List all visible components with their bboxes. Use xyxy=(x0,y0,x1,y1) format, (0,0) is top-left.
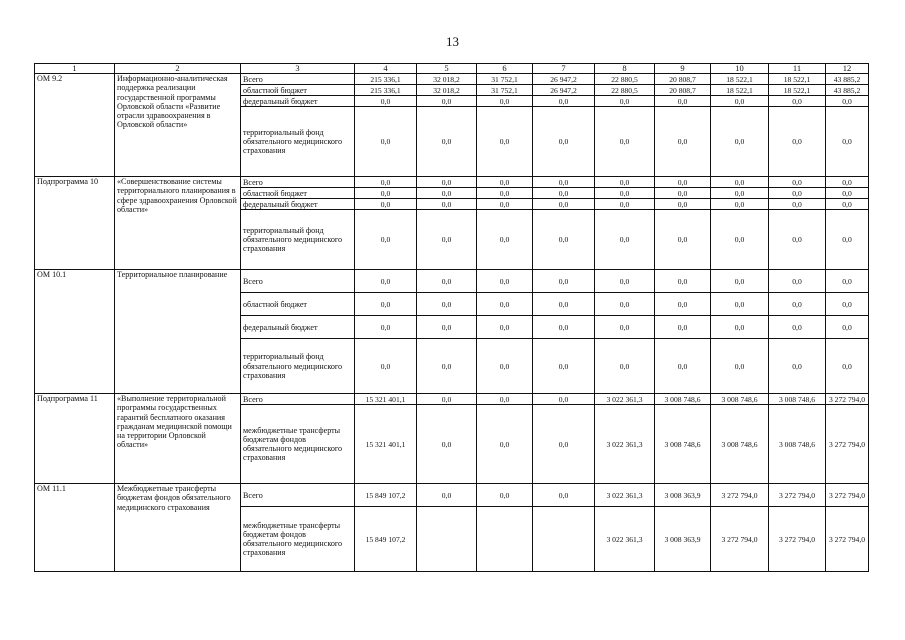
program-name: Межбюджетные трансферты бюджетам фондов обязательного медицинского страхования xyxy=(115,484,241,572)
amount-cell: 31 752,1 xyxy=(477,74,533,85)
amount-cell: 0,0 xyxy=(826,107,869,177)
table-row xyxy=(35,270,869,293)
amount-cell: 0,0 xyxy=(595,188,655,199)
column-number: 1 xyxy=(35,64,115,74)
amount-cell: 26 947,2 xyxy=(533,85,595,96)
amount-cell xyxy=(533,507,595,572)
table-row xyxy=(35,484,869,507)
amount-cell: 0,0 xyxy=(417,339,477,394)
amount-cell: 0,0 xyxy=(417,484,477,507)
amount-cell: 0,0 xyxy=(477,199,533,210)
amount-cell: 3 008 363,9 xyxy=(655,507,711,572)
amount-cell: 0,0 xyxy=(417,107,477,177)
funding-source: территориальный фонд обязательного медицинского страхования xyxy=(241,339,355,394)
amount-cell: 3 272 794,0 xyxy=(769,484,826,507)
funding-source: федеральный бюджет xyxy=(241,96,355,107)
amount-cell: 18 522,1 xyxy=(711,85,769,96)
amount-cell: 0,0 xyxy=(417,270,477,293)
amount-cell: 0,0 xyxy=(533,394,595,405)
amount-cell: 0,0 xyxy=(477,96,533,107)
amount-cell: 3 272 794,0 xyxy=(826,484,869,507)
amount-cell: 0,0 xyxy=(417,188,477,199)
amount-cell: 0,0 xyxy=(826,199,869,210)
amount-cell: 0,0 xyxy=(655,210,711,270)
amount-cell: 0,0 xyxy=(417,96,477,107)
funding-source: Всего xyxy=(241,74,355,85)
funding-source: областной бюджет xyxy=(241,188,355,199)
amount-cell: 0,0 xyxy=(711,316,769,339)
amount-cell: 0,0 xyxy=(533,177,595,188)
amount-cell: 0,0 xyxy=(769,293,826,316)
amount-cell: 3 008 748,6 xyxy=(769,394,826,405)
amount-cell: 3 008 748,6 xyxy=(769,405,826,484)
amount-cell: 3 008 363,9 xyxy=(655,484,711,507)
amount-cell: 3 272 794,0 xyxy=(769,507,826,572)
amount-cell: 3 008 748,6 xyxy=(655,394,711,405)
amount-cell: 0,0 xyxy=(533,270,595,293)
amount-cell: 18 522,1 xyxy=(769,74,826,85)
amount-cell: 0,0 xyxy=(769,177,826,188)
amount-cell: 0,0 xyxy=(826,339,869,394)
funding-source: Всего xyxy=(241,270,355,293)
amount-cell: 0,0 xyxy=(711,270,769,293)
funding-source: областной бюджет xyxy=(241,85,355,96)
amount-cell: 22 880,5 xyxy=(595,74,655,85)
amount-cell: 0,0 xyxy=(355,210,417,270)
column-number: 7 xyxy=(533,64,595,74)
amount-cell: 0,0 xyxy=(711,199,769,210)
amount-cell: 0,0 xyxy=(769,339,826,394)
amount-cell: 0,0 xyxy=(655,316,711,339)
amount-cell: 0,0 xyxy=(826,270,869,293)
amount-cell: 0,0 xyxy=(533,293,595,316)
amount-cell: 0,0 xyxy=(711,188,769,199)
amount-cell: 0,0 xyxy=(355,316,417,339)
amount-cell: 0,0 xyxy=(417,394,477,405)
amount-cell: 0,0 xyxy=(477,107,533,177)
amount-cell: 0,0 xyxy=(355,293,417,316)
funding-source: территориальный фонд обязательного медицинского страхования xyxy=(241,210,355,270)
amount-cell: 0,0 xyxy=(711,107,769,177)
column-number: 12 xyxy=(826,64,869,74)
amount-cell: 0,0 xyxy=(595,177,655,188)
column-number: 9 xyxy=(655,64,711,74)
amount-cell: 0,0 xyxy=(417,293,477,316)
amount-cell: 31 752,1 xyxy=(477,85,533,96)
amount-cell: 0,0 xyxy=(595,210,655,270)
amount-cell: 3 022 361,3 xyxy=(595,394,655,405)
funding-source: федеральный бюджет xyxy=(241,316,355,339)
amount-cell: 0,0 xyxy=(655,177,711,188)
amount-cell: 0,0 xyxy=(655,270,711,293)
amount-cell: 0,0 xyxy=(533,484,595,507)
table-row xyxy=(35,177,869,188)
program-code: ОМ 9.2 xyxy=(35,74,115,177)
program-code: Подпрограмма 11 xyxy=(35,394,115,484)
amount-cell: 0,0 xyxy=(826,293,869,316)
amount-cell: 0,0 xyxy=(711,210,769,270)
amount-cell: 0,0 xyxy=(477,405,533,484)
amount-cell: 32 018,2 xyxy=(417,85,477,96)
funding-source: территориальный фонд обязательного медицинского страхования xyxy=(241,107,355,177)
amount-cell: 0,0 xyxy=(533,199,595,210)
amount-cell: 0,0 xyxy=(655,188,711,199)
amount-cell: 0,0 xyxy=(417,199,477,210)
amount-cell: 3 272 794,0 xyxy=(826,507,869,572)
amount-cell: 0,0 xyxy=(595,339,655,394)
amount-cell: 22 880,5 xyxy=(595,85,655,96)
funding-source: федеральный бюджет xyxy=(241,199,355,210)
program-code: Подпрограмма 10 xyxy=(35,177,115,270)
amount-cell: 0,0 xyxy=(355,107,417,177)
amount-cell: 3 272 794,0 xyxy=(826,405,869,484)
amount-cell: 20 808,7 xyxy=(655,85,711,96)
amount-cell: 32 018,2 xyxy=(417,74,477,85)
amount-cell: 15 849 107,2 xyxy=(355,507,417,572)
amount-cell: 0,0 xyxy=(826,210,869,270)
amount-cell: 0,0 xyxy=(769,96,826,107)
amount-cell: 0,0 xyxy=(595,107,655,177)
amount-cell: 20 808,7 xyxy=(655,74,711,85)
amount-cell: 3 272 794,0 xyxy=(826,394,869,405)
funding-source: Всего xyxy=(241,394,355,405)
amount-cell: 0,0 xyxy=(711,177,769,188)
amount-cell: 0,0 xyxy=(417,177,477,188)
amount-cell: 0,0 xyxy=(711,339,769,394)
amount-cell: 0,0 xyxy=(477,316,533,339)
amount-cell: 0,0 xyxy=(417,210,477,270)
amount-cell: 0,0 xyxy=(477,210,533,270)
amount-cell: 3 022 361,3 xyxy=(595,507,655,572)
amount-cell: 0,0 xyxy=(477,270,533,293)
funding-source: Всего xyxy=(241,484,355,507)
amount-cell: 0,0 xyxy=(769,188,826,199)
amount-cell: 0,0 xyxy=(826,316,869,339)
amount-cell: 0,0 xyxy=(417,316,477,339)
program-code: ОМ 10.1 xyxy=(35,270,115,394)
amount-cell: 0,0 xyxy=(477,339,533,394)
amount-cell: 3 008 748,6 xyxy=(655,405,711,484)
amount-cell: 0,0 xyxy=(355,96,417,107)
amount-cell: 0,0 xyxy=(769,107,826,177)
amount-cell: 0,0 xyxy=(595,293,655,316)
amount-cell: 3 022 361,3 xyxy=(595,405,655,484)
amount-cell xyxy=(477,507,533,572)
amount-cell: 0,0 xyxy=(355,339,417,394)
amount-cell: 215 336,1 xyxy=(355,85,417,96)
amount-cell: 0,0 xyxy=(769,316,826,339)
amount-cell: 0,0 xyxy=(355,188,417,199)
amount-cell: 0,0 xyxy=(533,316,595,339)
amount-cell: 3 022 361,3 xyxy=(595,484,655,507)
table-row xyxy=(35,74,869,85)
amount-cell: 0,0 xyxy=(417,405,477,484)
program-code: ОМ 11.1 xyxy=(35,484,115,572)
amount-cell: 0,0 xyxy=(533,339,595,394)
amount-cell: 0,0 xyxy=(655,107,711,177)
table-row xyxy=(35,394,869,405)
amount-cell: 0,0 xyxy=(533,405,595,484)
amount-cell: 43 885,2 xyxy=(826,74,869,85)
amount-cell: 0,0 xyxy=(355,199,417,210)
funding-source: Всего xyxy=(241,177,355,188)
column-number: 8 xyxy=(595,64,655,74)
amount-cell: 0,0 xyxy=(477,394,533,405)
amount-cell: 0,0 xyxy=(655,96,711,107)
amount-cell: 0,0 xyxy=(477,177,533,188)
amount-cell: 0,0 xyxy=(769,199,826,210)
amount-cell: 3 008 748,6 xyxy=(711,405,769,484)
amount-cell: 0,0 xyxy=(769,210,826,270)
amount-cell: 0,0 xyxy=(595,270,655,293)
funding-source: межбюджетные трансферты бюджетам фондов обязательного медицинского страхования xyxy=(241,405,355,484)
page-number: 13 xyxy=(446,34,459,49)
amount-cell: 0,0 xyxy=(355,270,417,293)
amount-cell: 0,0 xyxy=(769,270,826,293)
amount-cell: 15 321 401,1 xyxy=(355,405,417,484)
budget-table-body xyxy=(35,64,869,572)
column-number: 11 xyxy=(769,64,826,74)
funding-source: областной бюджет xyxy=(241,293,355,316)
column-number: 2 xyxy=(115,64,241,74)
amount-cell: 18 522,1 xyxy=(711,74,769,85)
amount-cell: 0,0 xyxy=(477,293,533,316)
program-name: Территориальное планирование xyxy=(115,270,241,394)
amount-cell: 0,0 xyxy=(533,210,595,270)
amount-cell: 0,0 xyxy=(655,199,711,210)
column-number: 5 xyxy=(417,64,477,74)
budget-table xyxy=(34,63,869,572)
column-number: 6 xyxy=(477,64,533,74)
amount-cell: 3 272 794,0 xyxy=(711,484,769,507)
amount-cell: 0,0 xyxy=(533,96,595,107)
amount-cell: 0,0 xyxy=(595,316,655,339)
amount-cell: 18 522,1 xyxy=(769,85,826,96)
amount-cell: 0,0 xyxy=(595,199,655,210)
amount-cell: 43 885,2 xyxy=(826,85,869,96)
amount-cell: 0,0 xyxy=(595,96,655,107)
column-number-row xyxy=(35,64,869,74)
amount-cell: 0,0 xyxy=(655,293,711,316)
amount-cell: 3 272 794,0 xyxy=(711,507,769,572)
amount-cell: 0,0 xyxy=(826,188,869,199)
amount-cell: 0,0 xyxy=(826,96,869,107)
amount-cell: 0,0 xyxy=(826,177,869,188)
program-name: «Выполнение территориальной программы государственных гарантий бесплатного оказания гражданам медицинской помощи на территории Орловской области» xyxy=(115,394,241,484)
amount-cell: 15 849 107,2 xyxy=(355,484,417,507)
amount-cell: 0,0 xyxy=(655,339,711,394)
amount-cell: 0,0 xyxy=(533,188,595,199)
amount-cell: 0,0 xyxy=(533,107,595,177)
amount-cell: 0,0 xyxy=(355,177,417,188)
amount-cell: 3 008 748,6 xyxy=(711,394,769,405)
amount-cell: 26 947,2 xyxy=(533,74,595,85)
amount-cell xyxy=(417,507,477,572)
column-number: 3 xyxy=(241,64,355,74)
amount-cell: 0,0 xyxy=(711,96,769,107)
program-name: Информационно-аналитическая поддержка реализации государственной программы Орловской области «Развитие отрасли здравоохранения в Орловской области» xyxy=(115,74,241,177)
amount-cell: 0,0 xyxy=(477,188,533,199)
column-number: 4 xyxy=(355,64,417,74)
amount-cell: 215 336,1 xyxy=(355,74,417,85)
amount-cell: 15 321 401,1 xyxy=(355,394,417,405)
column-number: 10 xyxy=(711,64,769,74)
amount-cell: 0,0 xyxy=(477,484,533,507)
amount-cell: 0,0 xyxy=(711,293,769,316)
funding-source: межбюджетные трансферты бюджетам фондов обязательного медицинского страхования xyxy=(241,507,355,572)
program-name: «Совершенствование системы территориального планирования в сфере здравоохранения Орловской области» xyxy=(115,177,241,270)
